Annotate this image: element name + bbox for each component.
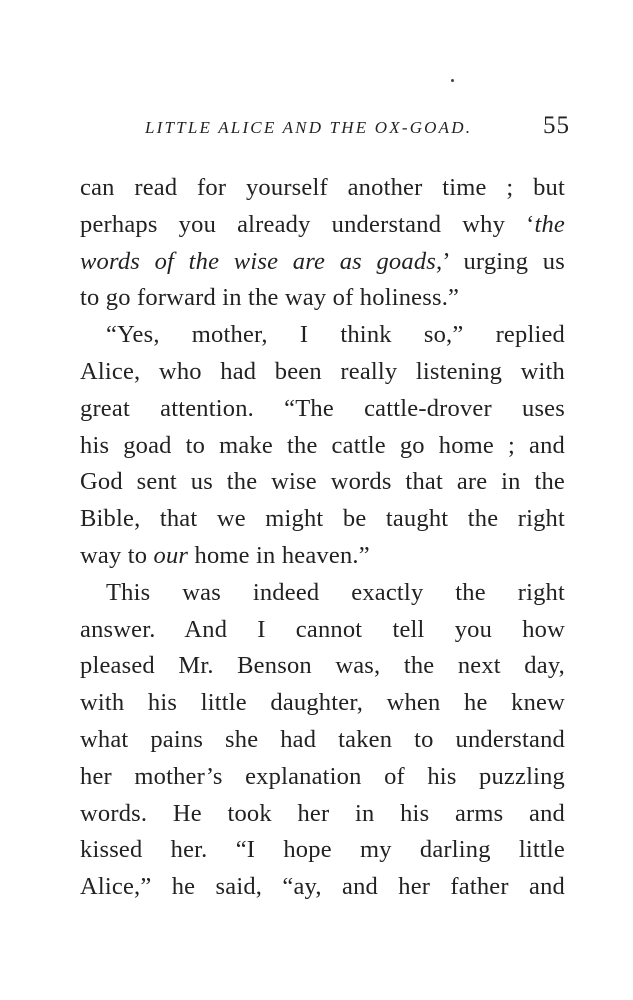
print-speck bbox=[451, 79, 454, 82]
text-line: answer. And I cannot tell you how bbox=[80, 615, 565, 643]
running-title: LITTLE ALICE AND THE OX-GOAD. bbox=[145, 118, 473, 137]
body-text bbox=[80, 170, 565, 906]
text-line: with his little daughter, when he knew bbox=[80, 689, 565, 717]
text-line: Alice, who had been really listening with bbox=[80, 357, 565, 385]
text-line: Alice,” he said, “ay, and her father and bbox=[80, 873, 565, 901]
text-line: great attention. “The cattle-drover uses bbox=[80, 394, 565, 422]
paragraph-start-line: This was indeed exactly the right bbox=[106, 578, 565, 606]
text-line: pleased Mr. Benson was, the next day, bbox=[80, 652, 565, 680]
text-line: words. He took her in his arms and bbox=[80, 799, 565, 827]
running-head bbox=[145, 112, 570, 146]
text-line: can read for yourself another time ; but bbox=[80, 174, 565, 201]
text-line: Bible, that we might be taught the right bbox=[80, 505, 565, 533]
text-line: her mother’s explanation of his puzzling bbox=[80, 762, 565, 790]
text-line: perhaps you already understand why ‘the bbox=[80, 210, 565, 238]
text-line: words of the wise are as goads,’ urging us bbox=[80, 247, 565, 275]
page-number: 55 bbox=[543, 112, 570, 139]
text-line: way to our home in heaven.” bbox=[80, 541, 370, 569]
text-line: God sent us the wise words that are in the bbox=[80, 468, 565, 496]
text-line: what pains she had taken to understand bbox=[80, 725, 565, 753]
text-line: kissed her. “I hope my darling little bbox=[80, 836, 565, 864]
text-line: to go forward in the way of holiness.” bbox=[80, 284, 460, 312]
text-line: his goad to make the cattle go home ; and bbox=[80, 431, 565, 459]
paragraph-start-line: “Yes, mother, I think so,” replied bbox=[106, 321, 565, 349]
